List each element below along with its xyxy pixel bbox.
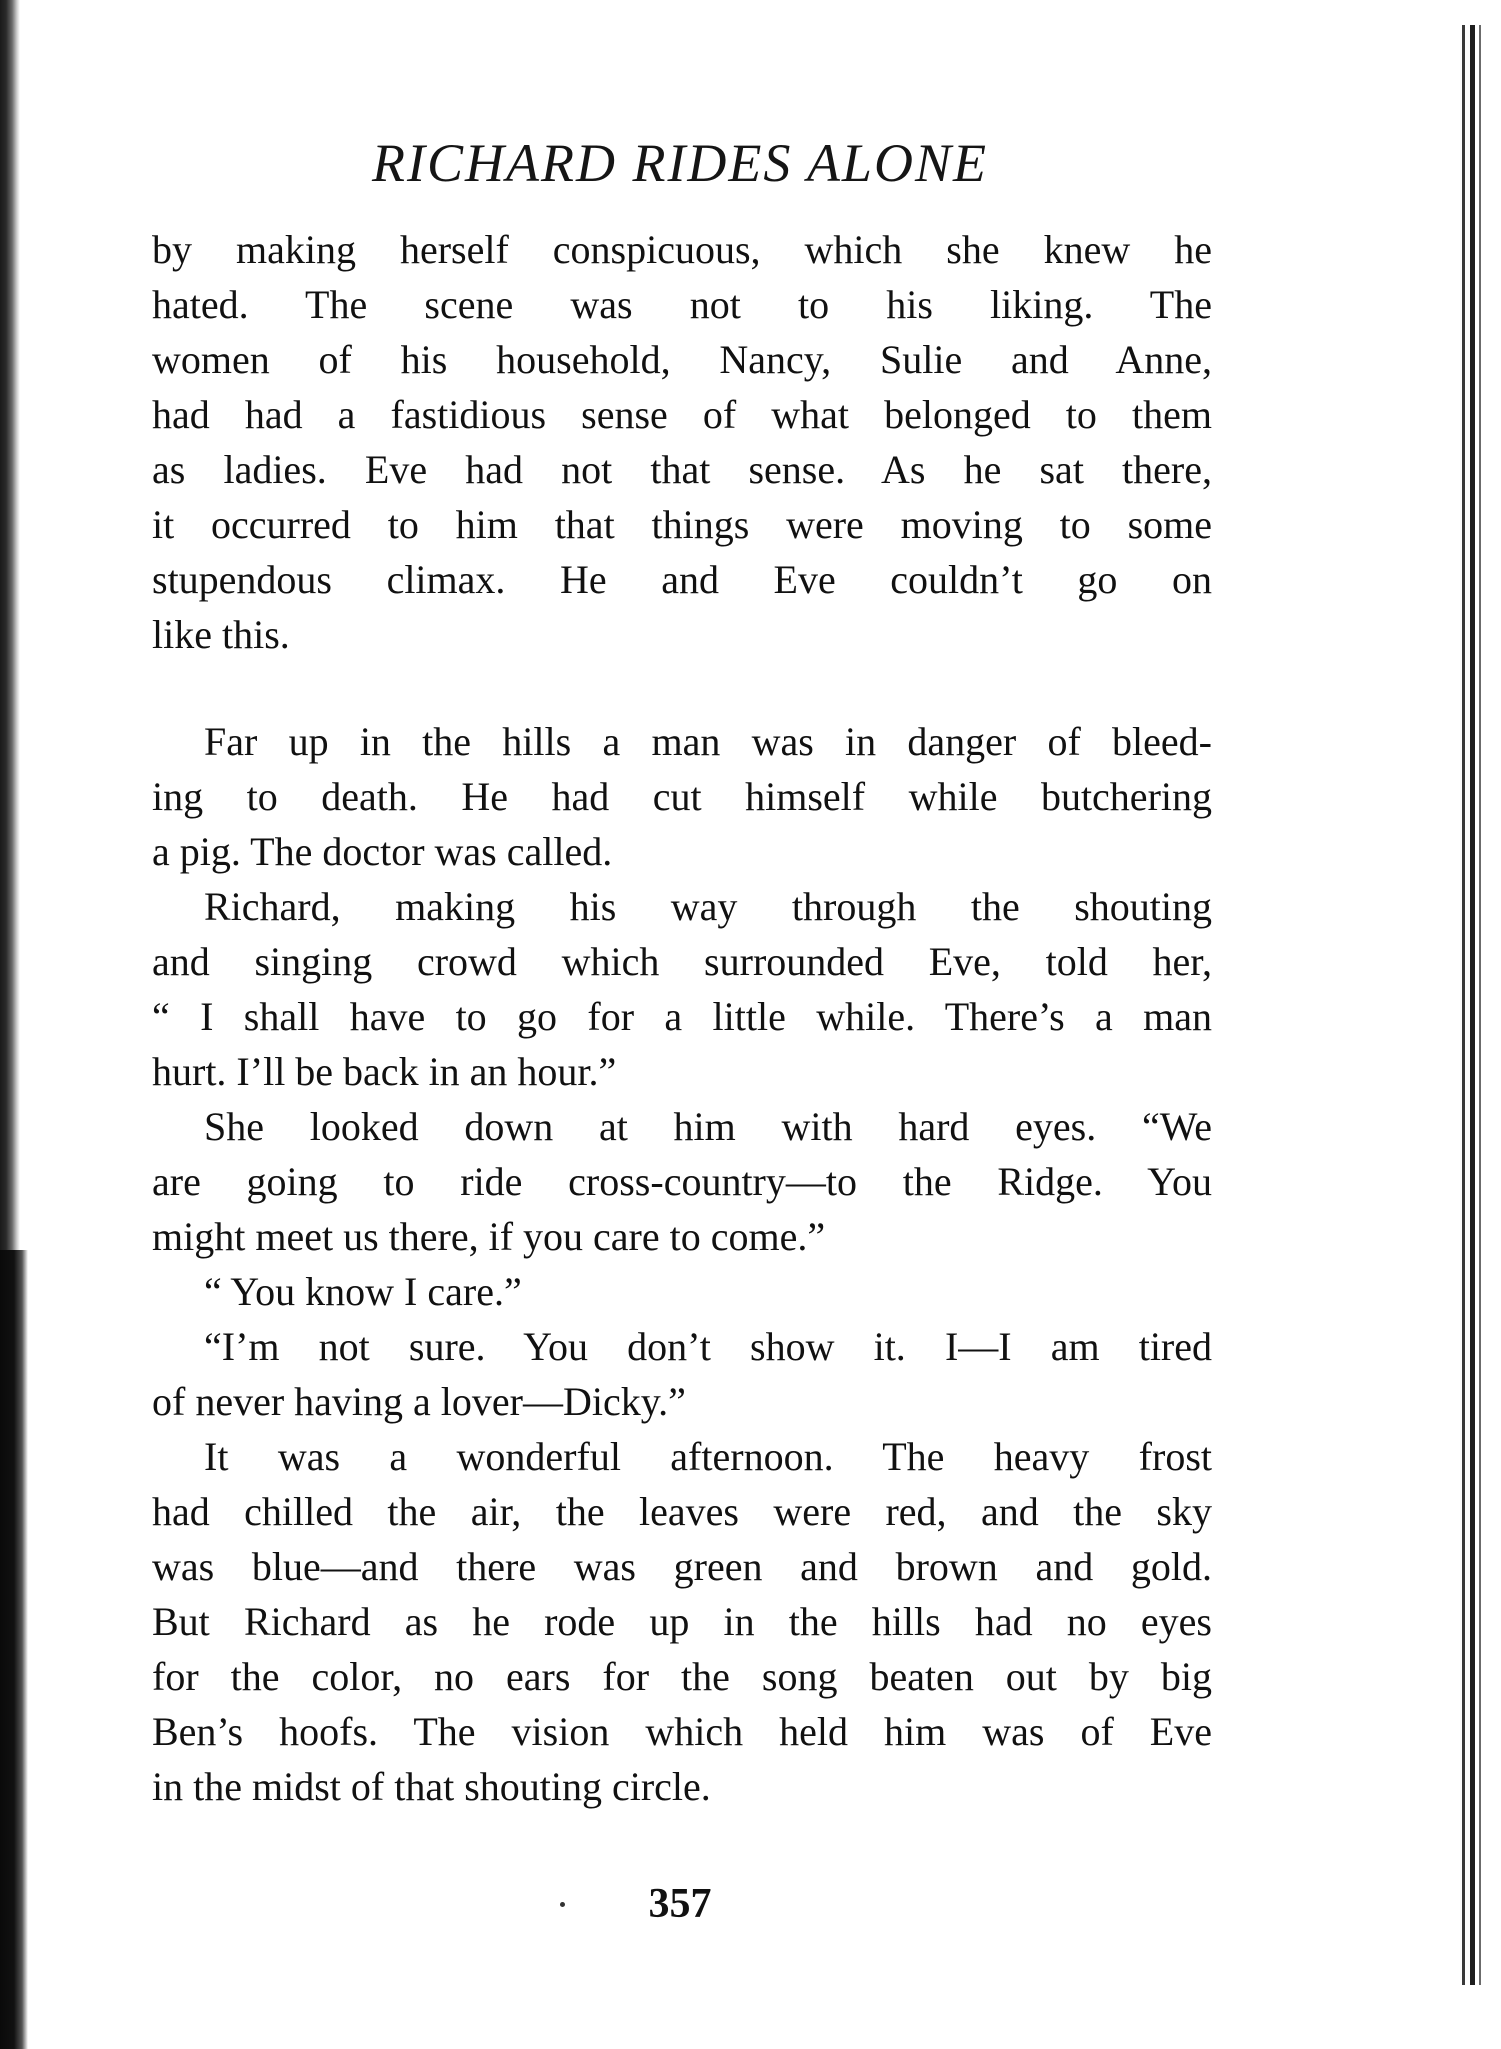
text-line: for the color, no ears for the song beaten out by big: [152, 1654, 1212, 1699]
page-edge-line: [1462, 25, 1465, 1985]
text-line: It was a wonderful afternoon. The heavy frost: [204, 1434, 1212, 1479]
text-line: Ben’s hoofs. The vision which held him was of Eve: [152, 1709, 1212, 1754]
text-line: a pig. The doctor was called.: [152, 829, 613, 874]
text-line: women of his household, Nancy, Sulie and Anne,: [152, 337, 1212, 382]
body-text: [152, 222, 1212, 1814]
text-line: of never having a lover—Dicky.”: [152, 1379, 686, 1424]
text-line: stupendous climax. He and Eve couldn’t go on: [152, 557, 1212, 602]
text-line: like this.: [152, 612, 290, 657]
paragraph: [152, 1429, 1212, 1814]
page-number: 357: [648, 1881, 712, 1927]
paragraph: [152, 879, 1212, 1099]
paragraph: [152, 1264, 1212, 1319]
page-edge-line: [1479, 25, 1481, 1985]
text-line: might meet us there, if you care to come.”: [152, 1214, 826, 1259]
text-line: had had a fastidious sense of what belonged to them: [152, 392, 1212, 437]
text-line: and singing crowd which surrounded Eve, told her,: [152, 939, 1212, 984]
paragraph: [152, 714, 1212, 879]
text-line: hated. The scene was not to his liking. The: [152, 282, 1212, 327]
paragraph: [152, 1319, 1212, 1429]
text-line: hurt. I’ll be back in an hour.”: [152, 1049, 617, 1094]
text-line: ing to death. He had cut himself while butchering: [152, 774, 1212, 819]
text-line: had chilled the air, the leaves were red, and the sky: [152, 1489, 1212, 1534]
text-line: Far up in the hills a man was in danger of bleed-: [204, 719, 1212, 764]
text-line: But Richard as he rode up in the hills had no eyes: [152, 1599, 1212, 1644]
text-line: by making herself conspicuous, which she knew he: [152, 227, 1212, 272]
text-line: in the midst of that shouting circle.: [152, 1764, 711, 1809]
scan-gutter-shadow-lower: [0, 1250, 28, 2049]
text-line: are going to ride cross-country—to the Ridge. You: [152, 1159, 1212, 1204]
text-line: it occurred to him that things were moving to some: [152, 502, 1212, 547]
text-line: Richard, making his way through the shouting: [204, 884, 1212, 929]
text-line: was blue—and there was green and brown and gold.: [152, 1544, 1212, 1589]
text-line: as ladies. Eve had not that sense. As he sat there,: [152, 447, 1212, 492]
text-line: “ I shall have to go for a little while. There’s a man: [152, 994, 1212, 1039]
text-line: “I’m not sure. You don’t show it. I—I am tired: [204, 1324, 1212, 1369]
text-line: She looked down at him with hard eyes. “We: [204, 1104, 1212, 1149]
page-edge-line: [1470, 25, 1475, 1985]
paragraph: [152, 222, 1212, 662]
running-head: RICHARD RIDES ALONE: [372, 133, 988, 193]
paragraph: [152, 1099, 1212, 1264]
text-line: “ You know I care.”: [204, 1269, 522, 1314]
ink-speck: [560, 1902, 565, 1907]
